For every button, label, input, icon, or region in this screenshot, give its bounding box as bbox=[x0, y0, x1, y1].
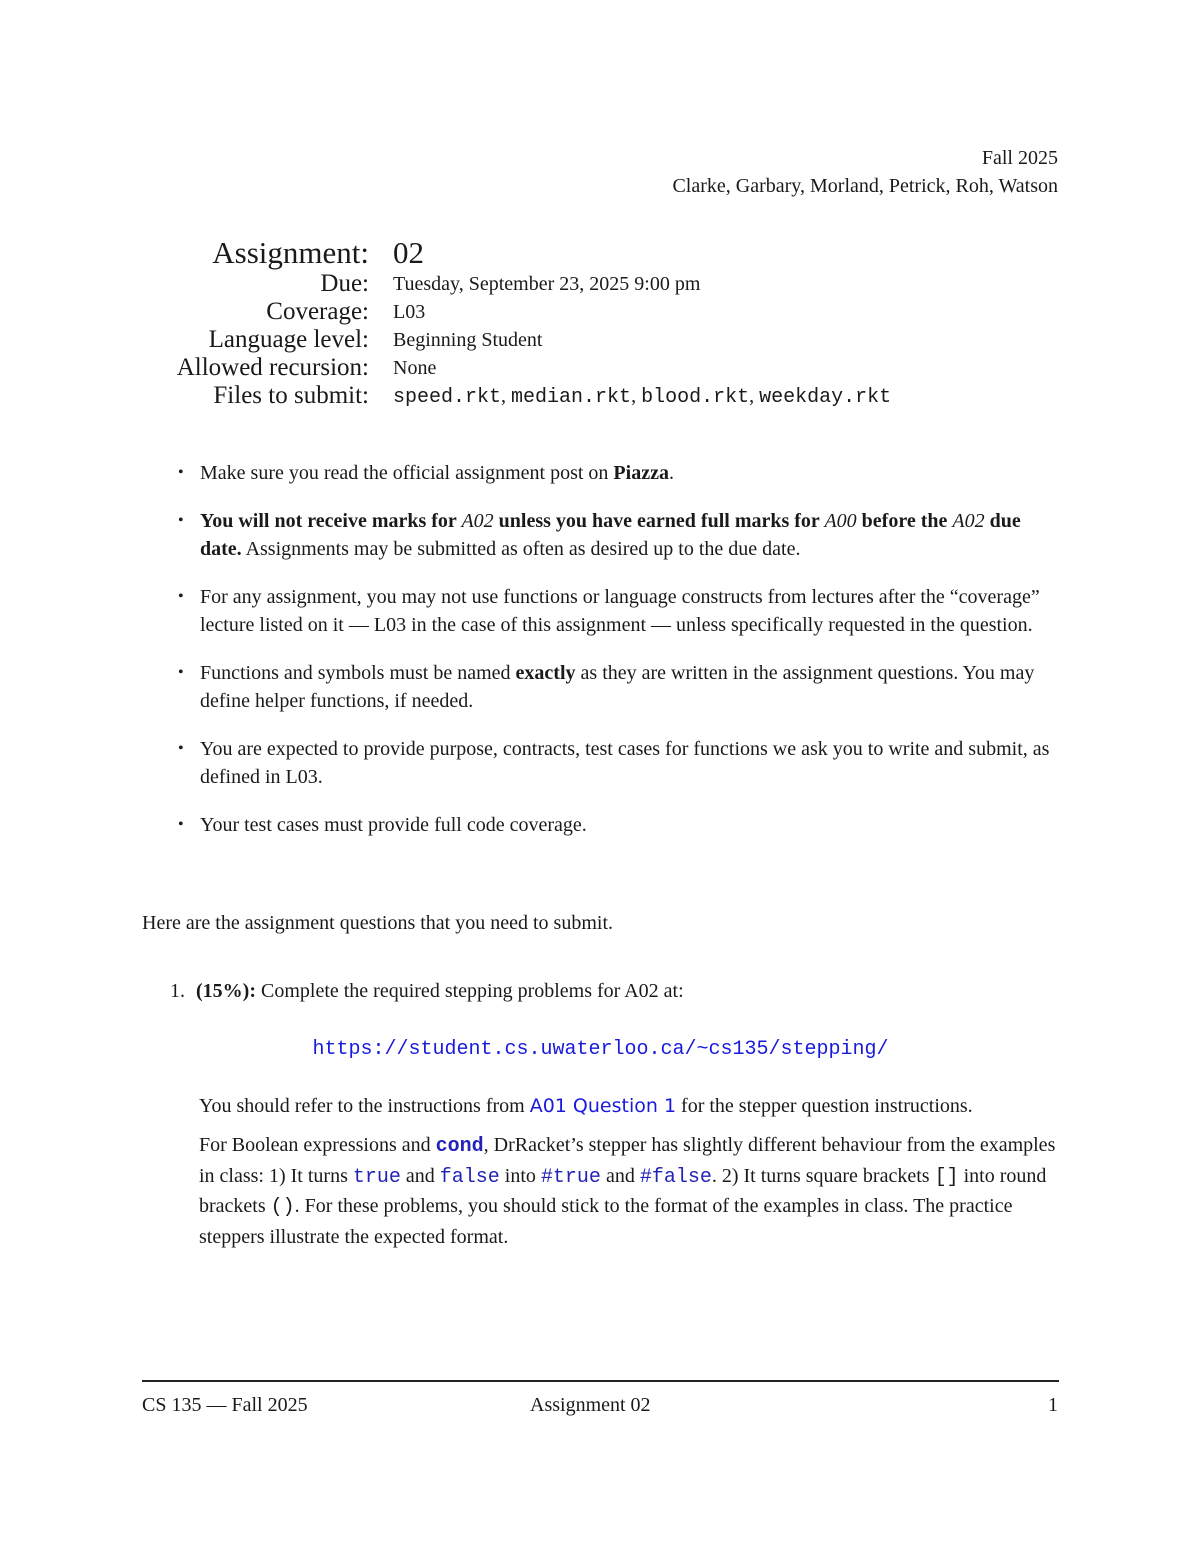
language-level-value: Beginning Student bbox=[393, 329, 543, 351]
stepping-link-row bbox=[142, 1034, 1059, 1065]
assignment-label: Assignment: bbox=[212, 235, 369, 270]
file-median: median.rkt bbox=[511, 386, 632, 409]
file-weekday: weekday.rkt bbox=[759, 386, 892, 409]
list-item: • Your test cases must provide full code coverage. bbox=[176, 811, 1066, 840]
bullet-icon: • bbox=[178, 511, 184, 529]
recursion-label: Allowed recursion: bbox=[176, 354, 369, 381]
stepping-url-link[interactable]: https://student.cs.uwaterloo.ca/~cs135/stepping/ bbox=[312, 1038, 889, 1061]
footer-course: CS 135 — Fall 2025 bbox=[142, 1394, 308, 1416]
list-item: • You are expected to provide purpose, contracts, test cases for functions we ask you to write and submit, as defined in L03. bbox=[176, 735, 1066, 792]
question-1-paragraph-2: For Boolean expressions and cond, DrRacket’s stepper has slightly different behaviour from the examples in class: 1) It turns true and false into #true and #false. 2) It turns square brackets [] into round brackets (). For these problems, you should stick to the format of the examples in class. The practice steppers illustrate the expected format. bbox=[199, 1134, 1056, 1248]
instructions-list bbox=[176, 459, 1066, 858]
question-1-heading: 1. (15%): Complete the required stepping problems for A02 at: bbox=[170, 980, 684, 1002]
questions-intro: Here are the assignment questions that you need to submit. bbox=[142, 912, 614, 934]
page-number: 1 bbox=[1048, 1394, 1058, 1416]
term-label: Fall 2025 bbox=[981, 147, 1058, 169]
footer-title: Assignment 02 bbox=[530, 1394, 651, 1416]
files-list: speed.rkt, median.rkt, blood.rkt, weekday.rkt bbox=[393, 385, 892, 409]
question-number: 1. bbox=[170, 980, 185, 1002]
recursion-value: None bbox=[393, 357, 437, 379]
due-label: Due: bbox=[320, 270, 369, 297]
file-speed: speed.rkt bbox=[393, 386, 502, 409]
bullet-icon: • bbox=[178, 739, 184, 757]
files-label: Files to submit: bbox=[213, 382, 369, 409]
list-item: • Functions and symbols must be named exactly as they are written in the assignment questions. You may define helper functions, if needed. bbox=[176, 659, 1066, 716]
a01-question-link[interactable]: A01 Question 1 bbox=[529, 1095, 677, 1117]
file-blood: blood.rkt bbox=[641, 386, 750, 409]
language-level-label: Language level: bbox=[208, 326, 369, 353]
question-weight: (15%): bbox=[196, 980, 256, 1002]
bullet-icon: • bbox=[178, 663, 184, 681]
coverage-label: Coverage: bbox=[266, 298, 369, 325]
list-item: • Make sure you read the official assignment post on Piazza. bbox=[176, 459, 1066, 488]
bullet-icon: • bbox=[178, 464, 184, 481]
due-value: Tuesday, September 23, 2025 9:00 pm bbox=[393, 273, 701, 295]
list-item: • For any assignment, you may not use functions or language constructs from lectures after the “coverage” lecture listed on it — L03 in the case of this assignment — unless specifically requested in the question. bbox=[176, 583, 1066, 640]
instructors-label: Clarke, Garbary, Morland, Petrick, Roh, Watson bbox=[672, 175, 1058, 197]
bullet-icon: • bbox=[178, 587, 184, 605]
list-item: • You will not receive marks for A02 unless you have earned full marks for A00 before the A02 due date. Assignments may be submitted as often as desired up to the due date. bbox=[176, 507, 1066, 564]
question-1-paragraph-1: You should refer to the instructions from A01 Question 1 for the stepper question instructions. bbox=[199, 1095, 973, 1117]
footer-divider bbox=[142, 1380, 1059, 1382]
assignment-number: 02 bbox=[393, 235, 424, 270]
bullet-icon: • bbox=[178, 815, 184, 833]
coverage-value: L03 bbox=[393, 301, 426, 323]
